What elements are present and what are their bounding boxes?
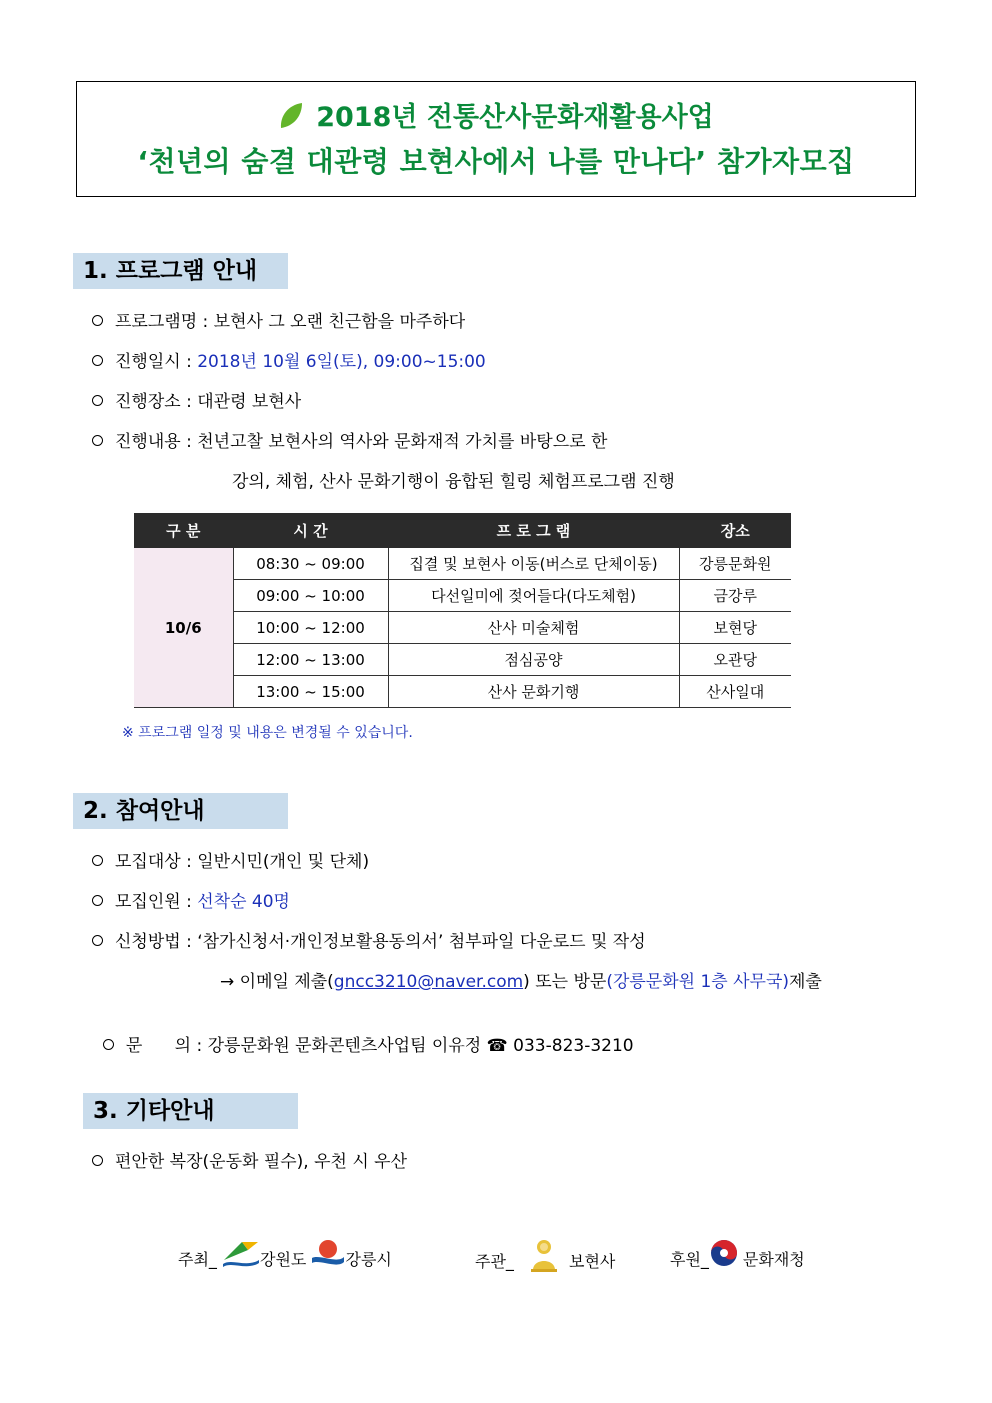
date-cell: 10/6	[134, 548, 233, 708]
host2-name: 강릉시	[345, 1250, 392, 1269]
table-header-row	[134, 514, 791, 548]
place-cell: 산사일대	[679, 676, 791, 708]
header-place: 장소	[679, 514, 791, 548]
table-row	[134, 580, 791, 612]
header-program: 프 로 그 램	[388, 514, 679, 548]
inquiry-row	[92, 1010, 634, 1058]
item-label: 진행일시 :	[115, 352, 198, 372]
sponsor-group	[670, 1238, 805, 1278]
program-cell: 집결 및 보현사 이동(버스로 단체이동)	[388, 548, 679, 580]
time-cell: 08:30 ~ 09:00	[233, 548, 388, 580]
sponsor-label: 후원_	[670, 1250, 709, 1269]
time-cell: 09:00 ~ 10:00	[233, 580, 388, 612]
program-cell: 산사 미술체험	[388, 612, 679, 644]
footer	[0, 1238, 992, 1278]
item-label: 프로그램명 :	[115, 312, 214, 332]
section3-heading: 3. 기타안내	[83, 1093, 298, 1129]
email-link[interactable]: gncc3210@naver.com	[333, 972, 524, 992]
schedule-table	[134, 513, 791, 708]
program-cell: 점심공양	[388, 644, 679, 676]
title-line2: ‘천년의 숨결 대관령 보현사에서 나를 만나다’ 참가자모집	[137, 145, 855, 178]
visit-place: (강릉문화원 1층 사무국)	[606, 972, 789, 992]
capacity-row	[92, 890, 290, 914]
item-label: 진행내용 :	[115, 432, 198, 452]
gangwon-logo-icon	[222, 1238, 260, 1283]
bullet-circle-icon	[103, 1039, 114, 1050]
title-line1	[77, 100, 915, 140]
bullet-circle-icon	[92, 855, 103, 866]
item-label: 모집인원 :	[115, 892, 198, 912]
bullet-circle-icon	[92, 315, 103, 326]
table-row	[134, 644, 791, 676]
organizer-name: 보현사	[569, 1252, 616, 1271]
header-category: 구 분	[134, 514, 233, 548]
apply-arrow-text: → 이메일 제출(	[220, 972, 334, 992]
program-cell: 다선일미에 젖어들다(다도체험)	[388, 580, 679, 612]
title-box	[76, 81, 916, 197]
schedule-note: ※ 프로그램 일정 및 내용은 변경될 수 있습니다.	[122, 725, 413, 741]
host-label: 주최_	[178, 1250, 217, 1269]
table-row	[134, 548, 791, 580]
organizer-group	[475, 1238, 615, 1278]
content-row	[92, 430, 607, 454]
item-label: 신청방법 :	[115, 932, 198, 952]
apply-mid-text: ) 또는 방문	[523, 972, 607, 992]
gangneung-logo-icon	[311, 1238, 345, 1283]
place-cell: 보현당	[679, 612, 791, 644]
item-value: 강릉문화원 문화콘텐츠사업팀 이유정 ☎ 033-823-3210	[207, 1036, 634, 1056]
section1-heading: 1. 프로그램 안내	[73, 253, 288, 289]
cultural-heritage-logo-icon	[709, 1238, 739, 1283]
organizer-label: 주관_	[475, 1252, 514, 1271]
host1-name: 강원도	[260, 1250, 307, 1269]
item-value: 2018년 10월 6일(토), 09:00~15:00	[197, 352, 486, 372]
bullet-circle-icon	[92, 1155, 103, 1166]
program-name-row	[92, 310, 465, 334]
date-row	[92, 350, 486, 374]
item-value: 보현사 그 오랜 친근함을 마주하다	[213, 312, 466, 332]
title-text-1: 2018년 전통산사문화재활용사업	[316, 102, 714, 133]
apply-method-row	[92, 930, 646, 954]
item-label: 문 의 :	[125, 1036, 208, 1056]
item-value: 일반시민(개인 및 단체)	[197, 852, 370, 872]
apply-end-text: 제출	[789, 972, 822, 992]
time-cell: 10:00 ~ 12:00	[233, 612, 388, 644]
program-cell: 산사 문화기행	[388, 676, 679, 708]
target-row	[92, 850, 369, 874]
table-row	[134, 612, 791, 644]
sponsor-name: 문화재청	[742, 1250, 805, 1269]
item-value: 대관령 보현사	[197, 392, 302, 412]
time-cell: 12:00 ~ 13:00	[233, 644, 388, 676]
venue-row	[92, 390, 301, 414]
item-value: 선착순 40명	[197, 892, 290, 912]
table-row	[134, 676, 791, 708]
item-label: 모집대상 :	[115, 852, 198, 872]
place-cell: 강릉문화원	[679, 548, 791, 580]
etc-row	[92, 1150, 407, 1174]
item-value: 천년고찰 보현사의 역사와 문화재적 가치를 바탕으로 한	[197, 432, 608, 452]
host-group	[178, 1238, 392, 1278]
bullet-circle-icon	[92, 395, 103, 406]
buddha-logo-icon	[529, 1238, 559, 1287]
time-cell: 13:00 ~ 15:00	[233, 676, 388, 708]
bullet-circle-icon	[92, 935, 103, 946]
apply-detail-row	[220, 970, 822, 994]
content-continuation: 강의, 체험, 산사 문화기행이 융합된 힐링 체험프로그램 진행	[232, 472, 675, 492]
bullet-circle-icon	[92, 435, 103, 446]
leaf-icon	[278, 102, 304, 140]
bullet-circle-icon	[92, 895, 103, 906]
place-cell: 오관당	[679, 644, 791, 676]
item-text: 편안한 복장(운동화 필수), 우천 시 우산	[115, 1152, 408, 1172]
bullet-circle-icon	[92, 355, 103, 366]
header-time: 시 간	[233, 514, 388, 548]
item-value: ‘참가신청서·개인정보활용동의서’ 첨부파일 다운로드 및 작성	[197, 932, 646, 952]
item-label: 진행장소 :	[115, 392, 198, 412]
place-cell: 금강루	[679, 580, 791, 612]
section2-heading: 2. 참여안내	[73, 793, 288, 829]
